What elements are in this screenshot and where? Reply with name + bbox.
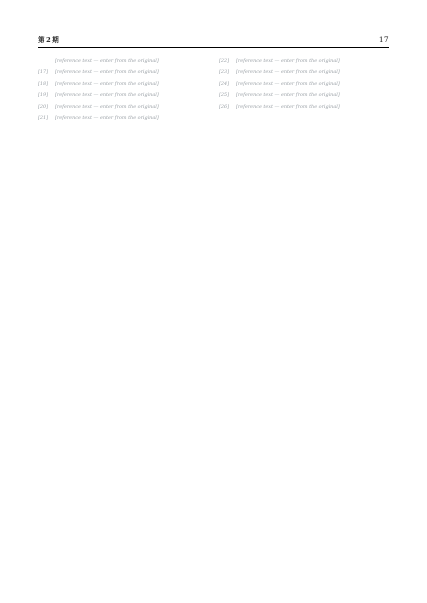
reference-text: [reference text — enter from the original] <box>236 92 340 99</box>
reference-number: [22] <box>219 58 230 64</box>
right-column <box>219 58 389 126</box>
reference-text: [reference text — enter from the original] <box>236 80 340 87</box>
reference-columns <box>38 58 389 126</box>
reference-number: [26] <box>219 103 230 110</box>
reference-entry <box>38 104 208 111</box>
reference-number: [17] <box>38 69 49 76</box>
left-column <box>38 58 208 126</box>
reference-number <box>38 58 55 65</box>
reference-entry <box>219 92 389 99</box>
reference-entry <box>38 92 208 99</box>
reference-entry <box>38 58 208 65</box>
reference-text: [reference text — enter from the original] <box>55 80 159 87</box>
running-head <box>38 30 389 48</box>
reference-number: [23] <box>219 69 230 76</box>
reference-number: [18] <box>38 80 49 87</box>
reference-text: [reference text — enter from the original] <box>55 115 159 122</box>
reference-text: [reference text — enter from the original] <box>236 69 340 76</box>
issue-label: 第2期 <box>38 36 61 44</box>
reference-text: [reference text — enter from the original] <box>55 103 159 110</box>
reference-entry <box>219 69 389 76</box>
reference-text: [reference text — enter from the original] <box>55 92 159 99</box>
reference-entry <box>38 115 208 122</box>
reference-number: [19] <box>38 92 49 99</box>
reference-text: [reference text — enter from the original] <box>55 69 159 76</box>
reference-number: [21] <box>38 115 49 122</box>
reference-number: [24] <box>219 80 230 87</box>
reference-text: [reference text — enter from the original] <box>236 58 340 64</box>
reference-text: [reference text — enter from the original] <box>55 58 159 64</box>
reference-entry <box>219 104 389 111</box>
reference-entry <box>38 81 208 88</box>
reference-entry <box>38 69 208 76</box>
page-number: 17 <box>378 35 389 44</box>
reference-number: [20] <box>38 103 49 110</box>
reference-number: [25] <box>219 92 230 99</box>
reference-text: [reference text — enter from the original] <box>236 103 340 110</box>
reference-entry <box>219 58 389 65</box>
reference-entry <box>219 81 389 88</box>
